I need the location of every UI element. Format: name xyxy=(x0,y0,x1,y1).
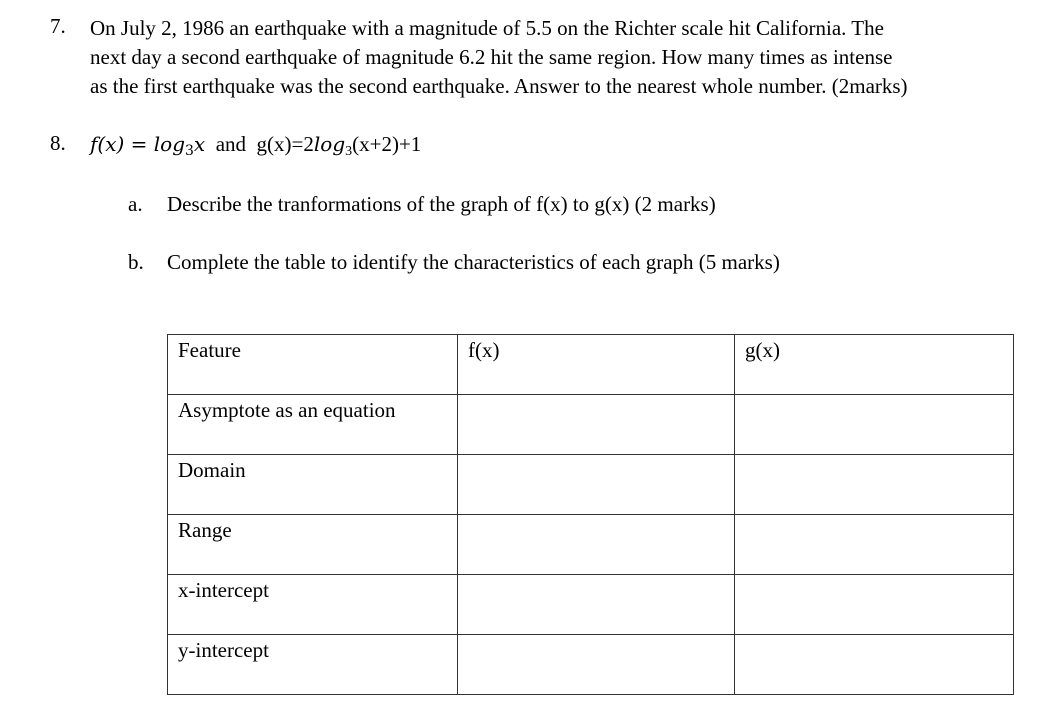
fx-answer-cell[interactable] xyxy=(458,575,735,635)
gx-answer-cell[interactable] xyxy=(735,575,1014,635)
gx-answer-cell[interactable] xyxy=(735,395,1014,455)
gx-answer-cell[interactable] xyxy=(735,455,1014,515)
fx-answer-cell[interactable] xyxy=(458,395,735,455)
f-definition xyxy=(90,132,206,159)
and-word: and xyxy=(215,132,247,156)
feature-cell: Range xyxy=(168,515,458,575)
feature-cell: y-intercept xyxy=(168,635,458,695)
question-7-line-2: next day a second earthquake of magnitude 6.2 hit the same region. How many times as intense xyxy=(90,45,893,69)
table-row xyxy=(168,635,1014,695)
table-row xyxy=(168,455,1014,515)
fx-answer-cell[interactable] xyxy=(458,635,735,695)
g-definition xyxy=(256,132,422,159)
header-fx: f(x) xyxy=(458,335,735,395)
question-8-functions xyxy=(90,130,421,166)
header-feature: Feature xyxy=(168,335,458,395)
f-arg: x xyxy=(193,132,206,156)
question-7-line-3: as the first earthquake was the second earthquake. Answer to the nearest whole number. (2marks) xyxy=(90,74,908,98)
f-lhs: f(x) = log xyxy=(90,132,185,156)
f-base: 3 xyxy=(185,143,194,159)
fx-answer-cell[interactable] xyxy=(458,515,735,575)
question-8-number: 8. xyxy=(50,131,66,155)
question-7-number: 7. xyxy=(50,14,66,38)
table-row xyxy=(168,395,1014,455)
table-row xyxy=(168,575,1014,635)
feature-cell: x-intercept xyxy=(168,575,458,635)
g-log: log xyxy=(313,132,346,156)
part-a-label: a. xyxy=(128,192,143,216)
g-arg: (x+2)+1 xyxy=(352,132,422,156)
question-7-line-1: On July 2, 1986 an earthquake with a magnitude of 5.5 on the Richter scale hit California. The xyxy=(90,16,884,40)
feature-cell: Asymptote as an equation xyxy=(168,395,458,455)
g-base: 3 xyxy=(345,144,353,159)
part-a-text: Describe the tranformations of the graph of f(x) to g(x) (2 marks) xyxy=(167,192,716,216)
question-7-text xyxy=(90,14,1030,101)
table-row xyxy=(168,515,1014,575)
gx-answer-cell[interactable] xyxy=(735,515,1014,575)
part-b-text: Complete the table to identify the characteristics of each graph (5 marks) xyxy=(167,250,780,274)
g-prefix: g(x)=2 xyxy=(256,132,314,156)
table-header-row xyxy=(168,335,1014,395)
part-b-label: b. xyxy=(128,250,144,274)
feature-cell: Domain xyxy=(168,455,458,515)
fx-answer-cell[interactable] xyxy=(458,455,735,515)
gx-answer-cell[interactable] xyxy=(735,635,1014,695)
characteristics-table xyxy=(167,334,1014,695)
header-gx: g(x) xyxy=(735,335,1014,395)
